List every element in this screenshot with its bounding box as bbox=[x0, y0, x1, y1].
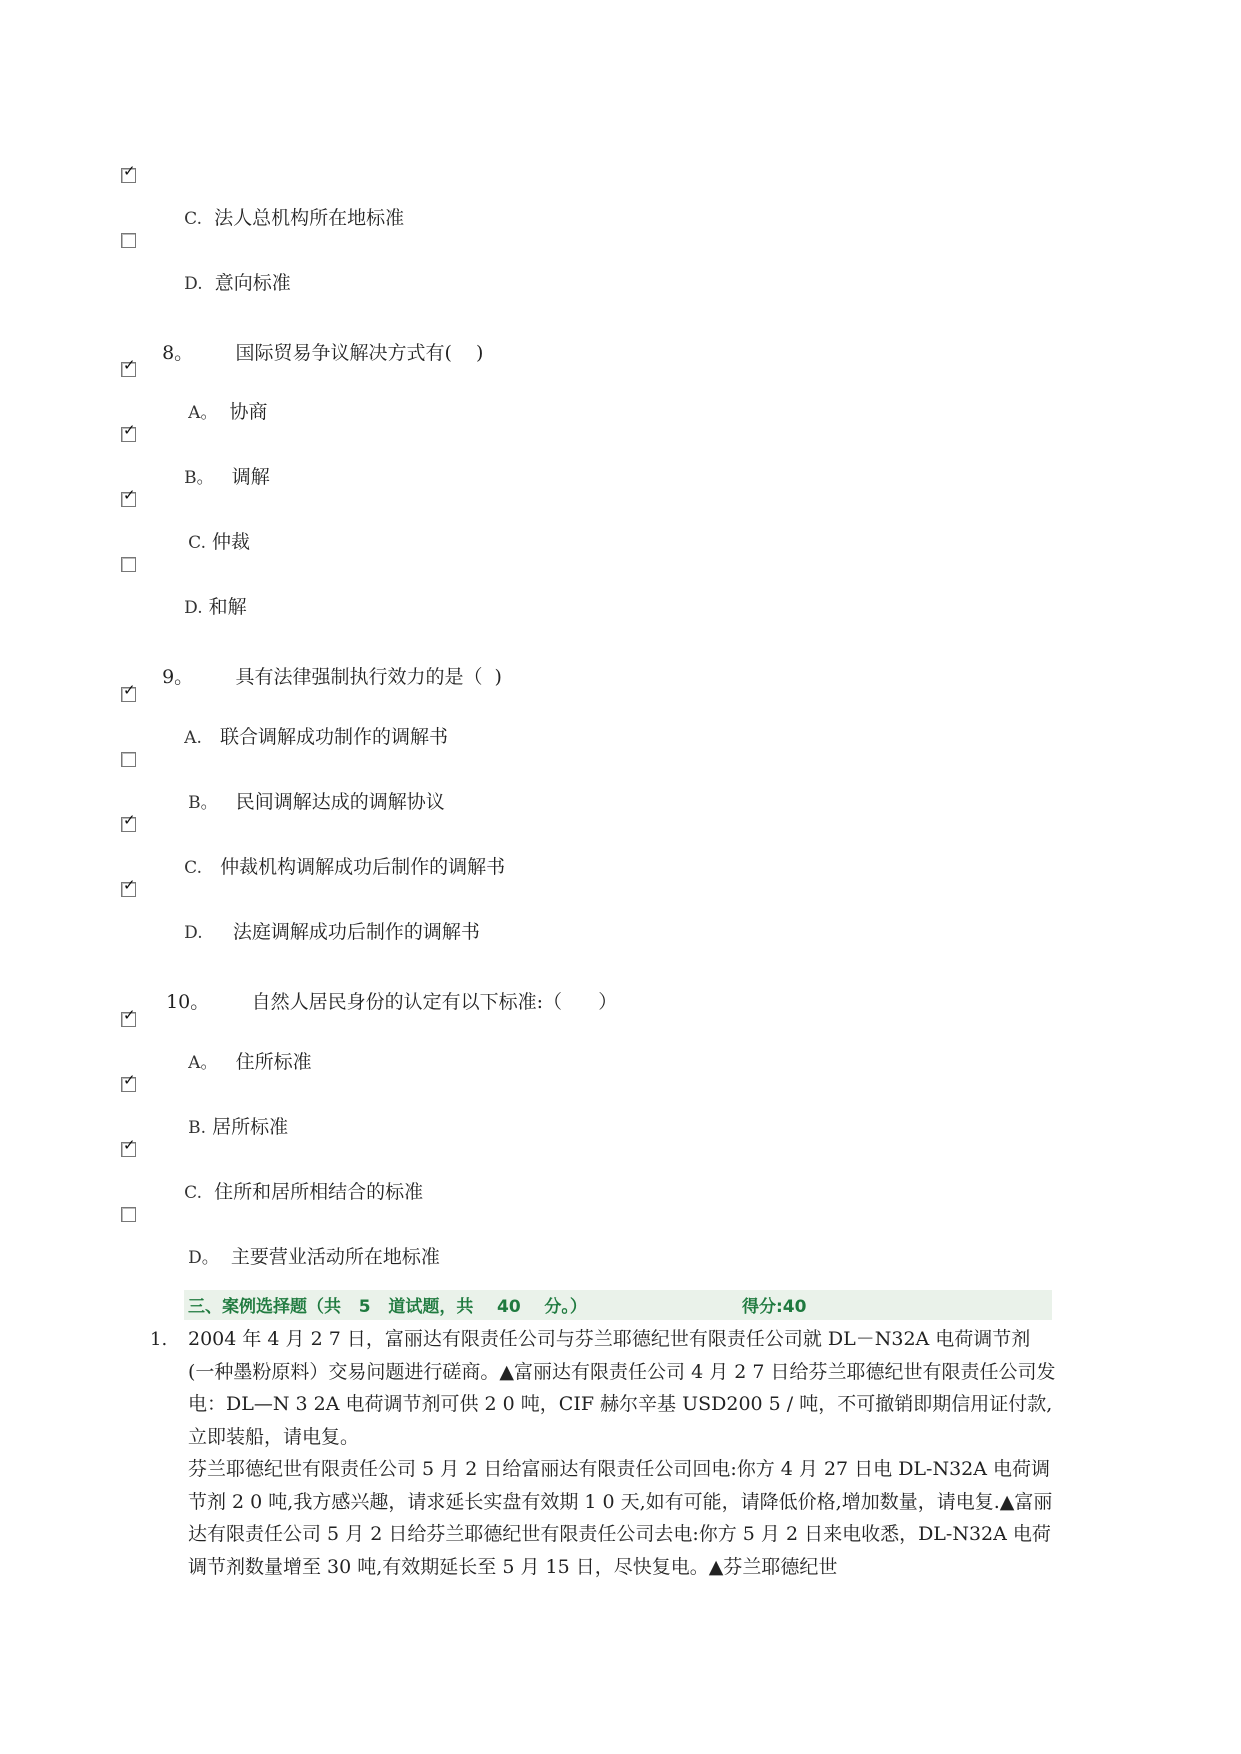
question-10 bbox=[154, 965, 617, 1014]
question-text: 国际贸易争议解决方式有( ) bbox=[235, 342, 484, 364]
q8-option-c[interactable] bbox=[0, 486, 1241, 553]
checkmark-icon: ✓ bbox=[123, 162, 136, 180]
checkbox[interactable] bbox=[121, 681, 136, 702]
option-letter: A. bbox=[184, 728, 202, 748]
q10-option-c[interactable] bbox=[0, 1136, 1241, 1203]
option-text: 民间调解达成的调解协议 bbox=[235, 791, 445, 813]
checkmark-icon: ✓ bbox=[123, 356, 136, 374]
checkbox[interactable] bbox=[121, 162, 136, 183]
checkbox[interactable] bbox=[121, 233, 136, 248]
checkmark-icon: ✓ bbox=[123, 681, 136, 699]
option-text: 和解 bbox=[208, 596, 247, 618]
q7-option-c[interactable] bbox=[0, 162, 1241, 229]
option-letter: D. bbox=[184, 598, 203, 618]
question-number: 9。 bbox=[162, 666, 194, 688]
checkmark-icon: ✓ bbox=[123, 1071, 136, 1089]
question-number: 8。 bbox=[162, 342, 194, 364]
checkmark-icon: ✓ bbox=[123, 421, 136, 439]
option-text: 住所标准 bbox=[235, 1051, 312, 1073]
q9-option-c[interactable] bbox=[0, 811, 1241, 878]
q10-option-a[interactable] bbox=[0, 1006, 1241, 1073]
checkbox[interactable] bbox=[121, 557, 136, 572]
option-text: 住所和居所相结合的标准 bbox=[214, 1181, 424, 1203]
option-text: 法庭调解成功后制作的调解书 bbox=[232, 921, 480, 943]
checkmark-icon: ✓ bbox=[123, 1136, 136, 1154]
section-score: 得分:40 bbox=[742, 1297, 807, 1317]
option-text: 居所标准 bbox=[212, 1116, 289, 1138]
option-text: 联合调解成功制作的调解书 bbox=[219, 726, 448, 748]
option-letter: C. bbox=[188, 533, 206, 553]
q9-option-a[interactable] bbox=[0, 681, 1241, 748]
question-8 bbox=[150, 316, 483, 365]
case-number: 1. bbox=[150, 1329, 168, 1350]
q8-option-a[interactable] bbox=[0, 356, 1241, 423]
q10-option-d[interactable] bbox=[0, 1207, 1241, 1268]
option-text: 法人总机构所在地标准 bbox=[214, 207, 405, 229]
option-letter: A。 bbox=[188, 403, 218, 423]
checkbox[interactable] bbox=[121, 1136, 136, 1157]
option-letter: A。 bbox=[188, 1053, 218, 1073]
checkmark-icon: ✓ bbox=[123, 876, 136, 894]
question-text: 自然人居民身份的认定有以下标准:（ ） bbox=[251, 991, 618, 1013]
checkmark-icon: ✓ bbox=[123, 486, 136, 504]
checkbox[interactable] bbox=[121, 1207, 136, 1222]
checkbox[interactable] bbox=[121, 421, 136, 442]
q7-option-d[interactable] bbox=[0, 233, 1241, 294]
option-text: 意向标准 bbox=[214, 272, 291, 294]
option-text: 协商 bbox=[229, 401, 268, 423]
option-text: 调解 bbox=[231, 466, 270, 488]
section-title: 三、案例选择题（共 5 道试题，共 40 分。） bbox=[188, 1297, 587, 1317]
checkbox[interactable] bbox=[121, 811, 136, 832]
checkbox[interactable] bbox=[121, 1006, 136, 1027]
q10-option-b[interactable] bbox=[0, 1071, 1241, 1138]
option-letter: B。 bbox=[184, 468, 214, 488]
option-letter: D. bbox=[184, 274, 203, 294]
option-text: 仲裁机构调解成功后制作的调解书 bbox=[220, 856, 506, 878]
checkbox[interactable] bbox=[121, 356, 136, 377]
q9-option-d[interactable] bbox=[0, 876, 1241, 943]
option-text: 仲裁 bbox=[212, 531, 251, 553]
option-letter: D. bbox=[184, 923, 203, 943]
checkmark-icon: ✓ bbox=[123, 1006, 136, 1024]
question-text: 具有法律强制执行效力的是（ ) bbox=[235, 666, 502, 688]
q9-option-b[interactable] bbox=[0, 752, 1241, 813]
option-letter: B. bbox=[188, 1118, 207, 1138]
checkbox[interactable] bbox=[121, 486, 136, 507]
option-letter: C. bbox=[184, 209, 202, 229]
q8-option-d[interactable] bbox=[0, 557, 1241, 618]
checkbox[interactable] bbox=[121, 1071, 136, 1092]
question-9 bbox=[150, 640, 502, 689]
checkmark-icon: ✓ bbox=[123, 811, 136, 829]
case-text: 2004 年 4 月 2 7 日，富丽达有限责任公司与芬兰耶德纪世有限责任公司就 DL－N32A 电荷调节剂(一种墨粉原料）交易问题进行磋商。▲富丽达有限责任公司 4 月 2 7 日给芬兰耶德纪世有限责任公司发电：DL—N 3 2A 电荷调节剂可供 2 0 吨，CIF 赫尔辛基 USD200 5 / 吨，不可撤销即期信用证付款,立即装船，请电复。 芬兰耶德纪世有限责任公司 5 月 2 日给富丽达有限责任公司回电:你方 4 月 27 日电 DL-N32A 电荷调节剂 2 0 吨,我方感兴趣，请求延长实盘有效期 1 0 天,如有可能，请降低价格,增加数量，请电复.▲富丽达有限责任公司 5 月 2 日给芬兰耶德纪世有限责任公司去电:你方 5 月 2 日来电收悉，DL-N32A 电荷调节剂数量增至 30 吨,有效期延长至 5 月 15 日，尽快复电。▲芬兰耶德纪世 bbox=[188, 1328, 1056, 1578]
question-number: 10。 bbox=[166, 991, 210, 1013]
option-letter: B。 bbox=[188, 793, 218, 813]
checkbox[interactable] bbox=[121, 876, 136, 897]
option-letter: C. bbox=[184, 1183, 202, 1203]
checkbox[interactable] bbox=[121, 752, 136, 767]
option-letter: C. bbox=[184, 858, 202, 878]
q8-option-b[interactable] bbox=[0, 421, 1241, 488]
option-letter: D。 bbox=[188, 1248, 219, 1268]
option-text: 主要营业活动所在地标准 bbox=[230, 1246, 440, 1268]
